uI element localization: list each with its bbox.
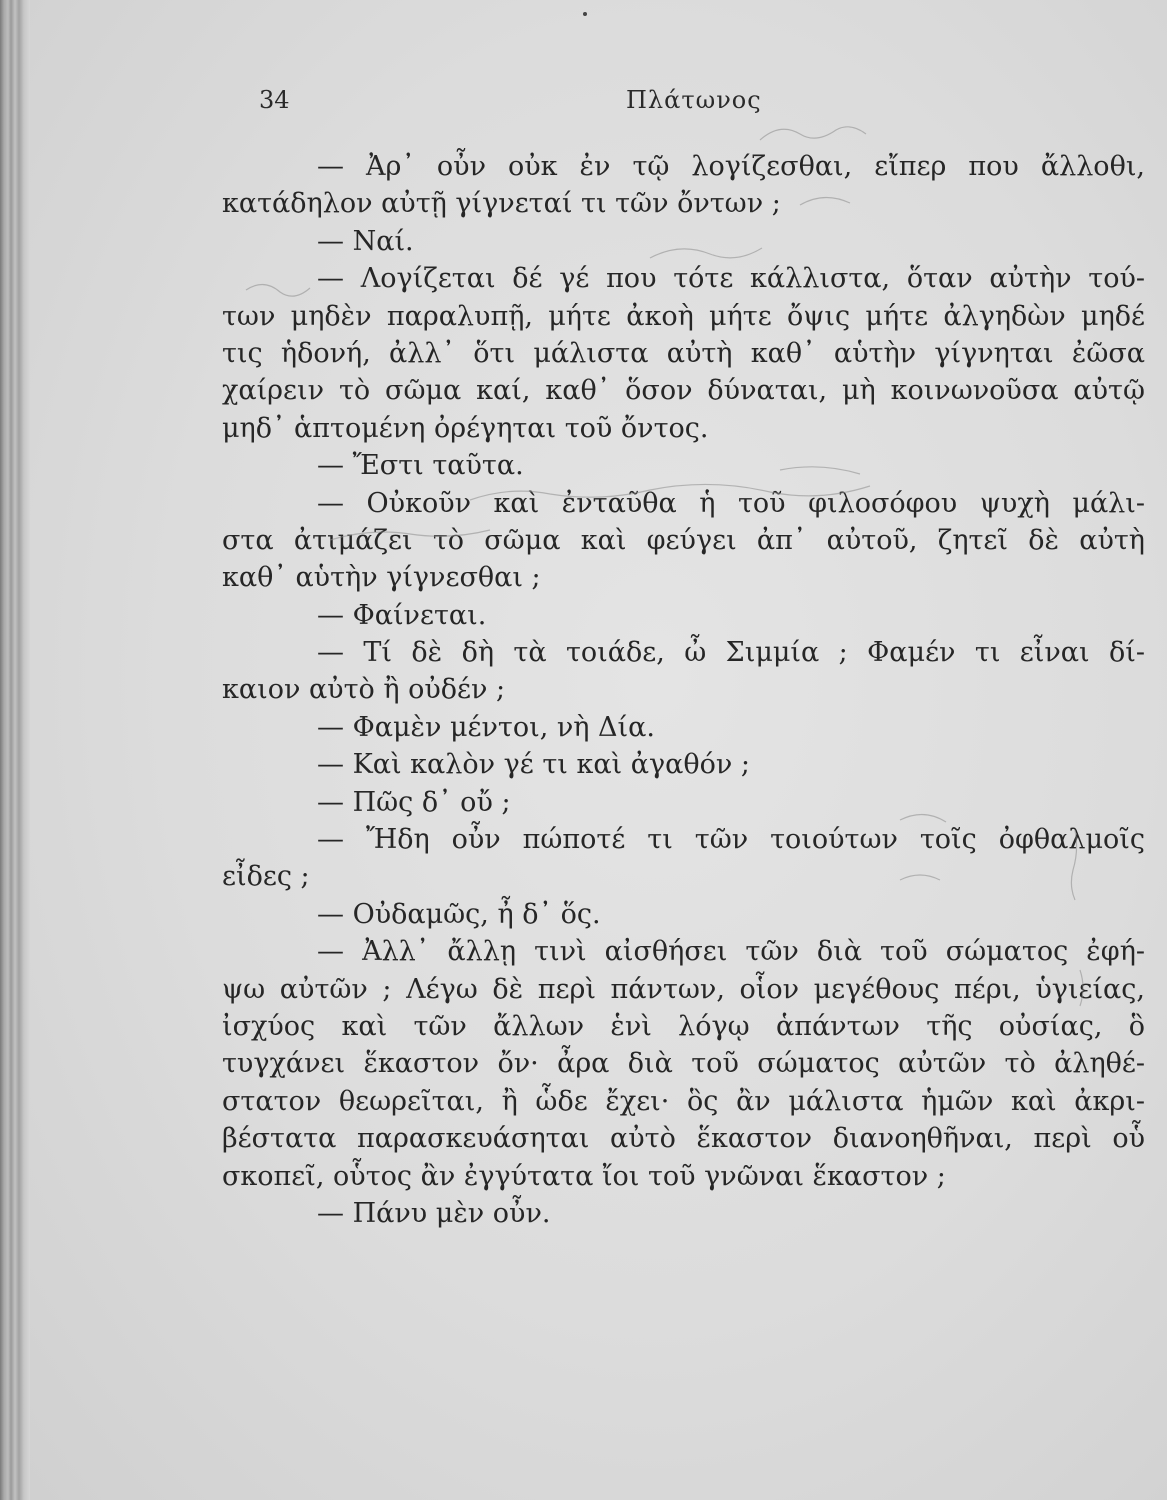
text-line: — Ἔστι ταῦτα. (317, 450, 524, 482)
page-stack-edge (0, 0, 30, 1500)
body-text (222, 148, 1145, 1232)
text-line: — Πάνυ μὲν οὖν. (317, 1197, 551, 1229)
text-line: — Φαμὲν μέντοι, νὴ Δία. (317, 711, 655, 743)
text-line: — Ἀρ᾽ οὖν οὐκ ἐν τῷ λογίζεσθαι, εἴπερ που ἄλλοθι, (317, 151, 1145, 182)
text-line: — Καὶ καλὸν γέ τι καὶ ἀγαθόν ; (317, 749, 750, 781)
text-line: — Ἀλλ᾽ ἄλλῃ τινὶ αἰσθήσει τῶν διὰ τοῦ σώματος ἐφή- (317, 936, 1145, 968)
text-line: — Τί δὲ δὴ τὰ τοιάδε, ὦ Σιμμία ; Φαμέν τι εἶναι δί- (317, 637, 1145, 669)
text-line: στατον θεωρεῖται, ἢ ὧδε ἔχει· ὃς ἂν μάλιστα ἡμῶν καὶ ἀκρι- (222, 1085, 1145, 1117)
text-line: σκοπεῖ, οὗτος ἂν ἐγγύτατα ἴοι τοῦ γνῶναι ἕκαστον ; (222, 1160, 946, 1192)
text-line: — Φαίνεται. (317, 599, 487, 631)
text-line: χαίρειν τὸ σῶμα καί, καθ᾽ ὅσον δύναται, μὴ κοινωνοῦσα αὐτῷ (222, 375, 1145, 407)
text-line: — Λογίζεται δέ γέ που τότε κάλλιστα, ὅταν αὐτὴν τού- (317, 263, 1145, 295)
text-line: κατάδηλον αὐτῇ γίγνεταί τι τῶν ὄντων ; (222, 188, 781, 220)
text-line: στα ἀτιμάζει τὸ σῶμα καὶ φεύγει ἀπ᾽ αὐτοῦ, ζητεῖ δὲ αὐτὴ (222, 524, 1145, 556)
page-number: 34 (259, 86, 290, 114)
text-line: μηδ᾽ ἁπτομένη ὀρέγηται τοῦ ὄντος. (222, 412, 709, 444)
text-line: — Πῶς δ᾽ οὔ ; (317, 786, 511, 818)
text-line: — Ἤδη οὖν πώποτέ τι τῶν τοιούτων τοῖς ὀφθαλμοῖς (317, 824, 1145, 856)
text-line: — Οὐδαμῶς, ἦ δ᾽ ὅς. (317, 898, 601, 930)
text-line: των μηδὲν παραλυπῇ, μήτε ἀκοὴ μήτε ὄψις μήτε ἀλγηδὼν μηδέ (222, 300, 1145, 332)
running-head: Πλάτωνος (626, 86, 762, 114)
text-line: τις ἡδονή, ἀλλ᾽ ὅτι μάλιστα αὐτὴ καθ᾽ αὑτὴν γίγνηται ἐῶσα (222, 337, 1145, 369)
text-line: ψω αὐτῶν ; Λέγω δὲ περὶ πάντων, οἷον μεγέθους πέρι, ὑγιείας, (222, 973, 1145, 1005)
text-line: τυγχάνει ἕκαστον ὄν· ἆρα διὰ τοῦ σώματος αὐτῶν τὸ ἀληθέ- (222, 1048, 1145, 1080)
text-line: — Ναί. (317, 225, 414, 257)
text-line: καθ᾽ αὑτὴν γίγνεσθαι ; (222, 562, 541, 594)
text-line: καιον αὐτὸ ἢ οὐδέν ; (222, 674, 506, 706)
text-line: — Οὐκοῦν καὶ ἐνταῦθα ἡ τοῦ φιλοσόφου ψυχὴ μάλι- (317, 487, 1145, 519)
text-line: βέστατα παρασκευάσηται αὐτὸ ἕκαστον διανοηθῆναι, περὶ οὗ (222, 1123, 1145, 1155)
book-page (30, 0, 1167, 1500)
text-line: εἶδες ; (222, 861, 310, 893)
text-line: ἰσχύος καὶ τῶν ἄλλων ἑνὶ λόγῳ ἁπάντων τῆς οὐσίας, ὃ (222, 1010, 1145, 1042)
